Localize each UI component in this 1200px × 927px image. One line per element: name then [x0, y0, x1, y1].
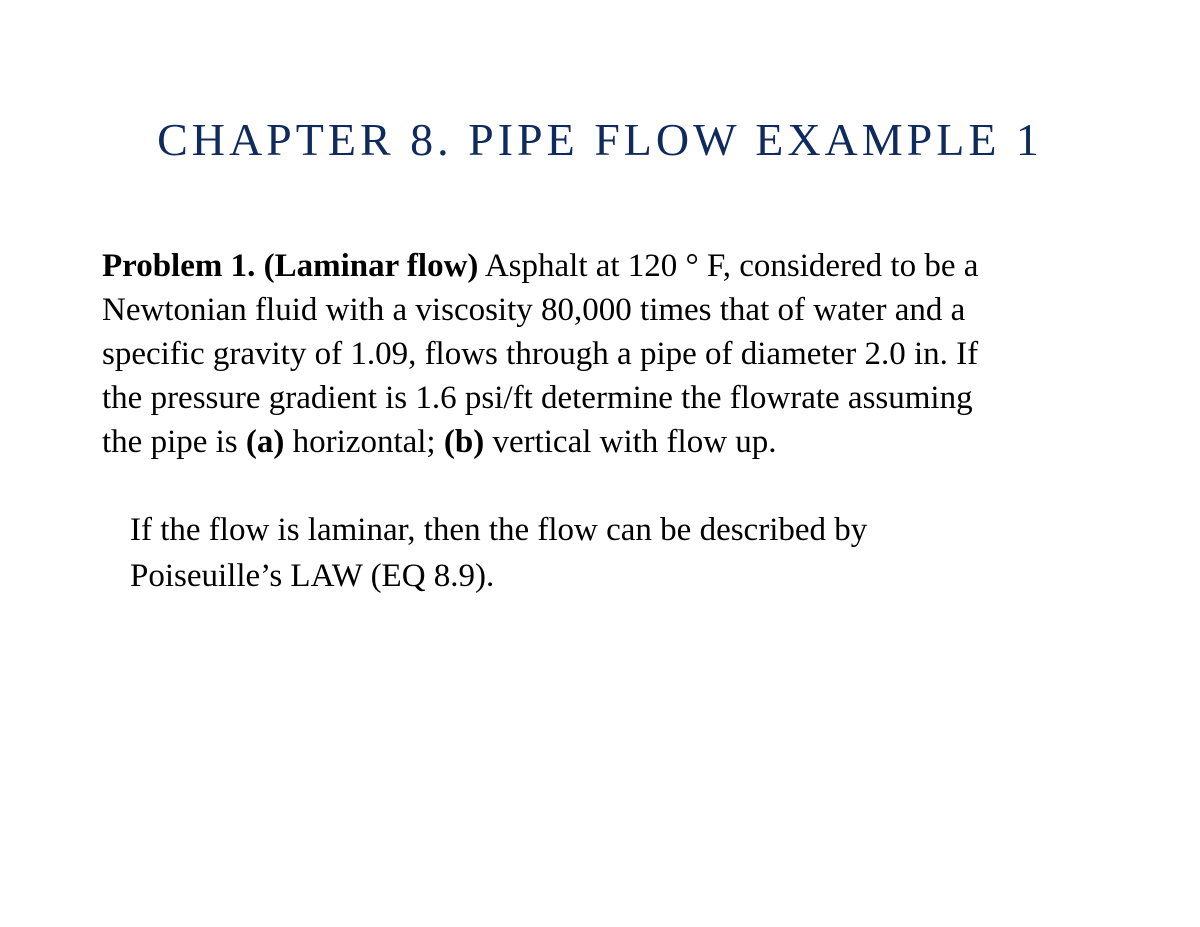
problem-line-2: Newtonian fluid with a viscosity 80,000 times that of water and a [102, 292, 966, 328]
problem-statement [102, 244, 1112, 464]
part-a-text: horizontal; [284, 424, 444, 460]
problem-line-5 [102, 420, 1112, 464]
slide-title: CHAPTER 8. PIPE FLOW EXAMPLE 1 [157, 114, 1043, 165]
problem-line-1 [102, 244, 1112, 288]
problem-line-1-text: Asphalt at 120 ° F, considered to be a [478, 248, 979, 284]
problem-line-5-text: the pipe is [102, 424, 246, 460]
note-line-1: If the flow is laminar, then the flow can be described by [130, 512, 868, 548]
note-line-2: Poiseuille’s LAW (EQ 8.9). [130, 558, 495, 594]
part-b-text: vertical with flow up. [484, 424, 777, 460]
problem-line-4: the pressure gradient is 1.6 psi/ft determine the flowrate assuming [102, 380, 973, 416]
problem-line-3: specific gravity of 1.09, flows through a pipe of diameter 2.0 in. If [102, 336, 979, 372]
problem-label: Problem 1. (Laminar flow) [102, 248, 479, 284]
part-a-label: (a) [245, 424, 285, 460]
part-b-label: (b) [443, 424, 485, 460]
laminar-note [130, 507, 1110, 599]
